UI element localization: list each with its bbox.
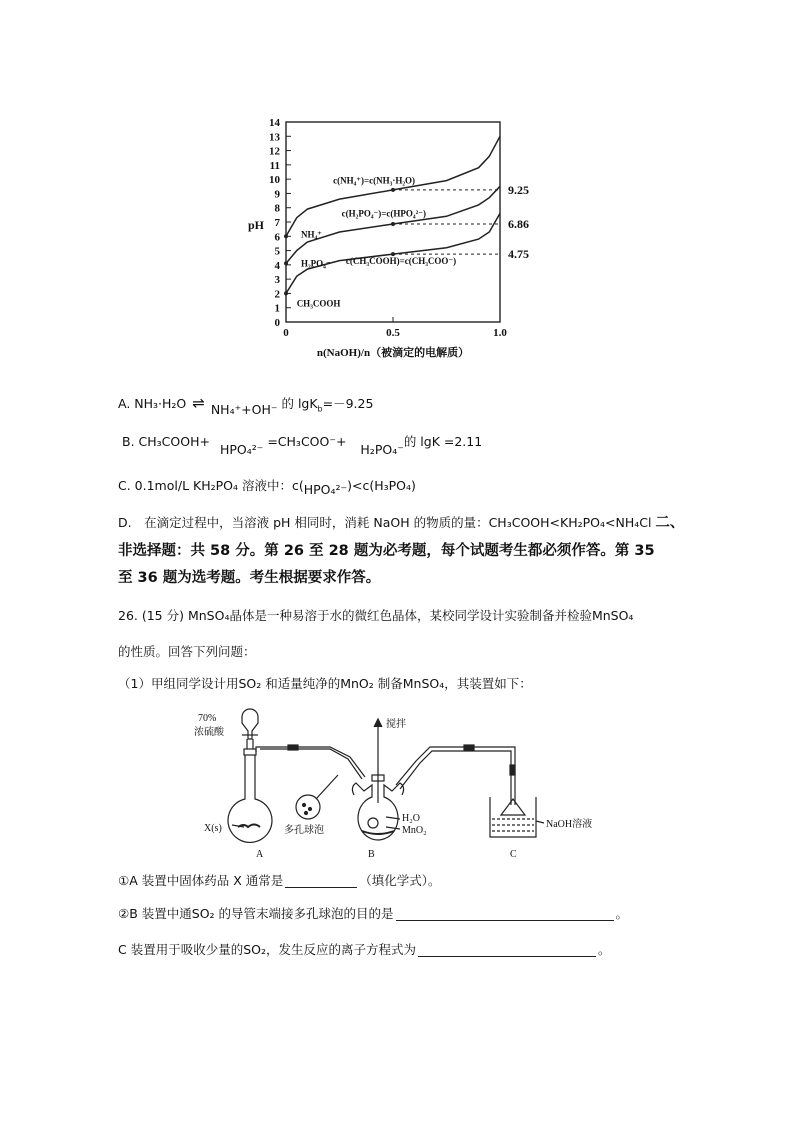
apparatus-diagram: [190, 705, 610, 865]
y-tick-label: 14: [269, 117, 280, 129]
y-tick-label: 0: [274, 317, 280, 329]
curve-label: H₂PO₄⁻: [300, 258, 331, 269]
y-tick-label: 2: [274, 288, 280, 301]
y-tick-label: 12: [269, 145, 280, 158]
bulb-label: 多孔球泡: [284, 825, 324, 836]
answer-blank-2[interactable]: [396, 906, 614, 921]
series-start-point: [284, 234, 288, 238]
pka-value-label: 4.75: [508, 247, 529, 262]
flask-a: [228, 755, 272, 842]
sub-question-1-tail: （填化学式）。: [359, 873, 441, 888]
acid-percent-label: 70%: [198, 713, 217, 724]
x-tick-label: 0.5: [386, 327, 400, 339]
y-tick-label: 3: [274, 274, 280, 287]
pka-value-label: 6.86: [508, 217, 529, 231]
water-label: H₂O: [402, 813, 420, 824]
option-a-pre: A. NH₃·H₂O: [118, 396, 191, 411]
option-a-value: =－9.25: [322, 396, 374, 411]
q26-line-3: （1）甲组同学设计用SO₂ 和适量纯净的MnO₂ 制备MnSO₄，其装置如下：: [118, 676, 532, 691]
y-tick-label: 10: [269, 174, 280, 187]
sub-question-2-text: ②B 装置中通SO₂ 的导管末端接多孔球泡的目的是: [118, 906, 394, 921]
y-tick-label: 9: [274, 188, 280, 201]
option-a: [118, 394, 374, 417]
answer-blank-3[interactable]: [418, 942, 596, 957]
x-tick-label: 1.0: [493, 327, 507, 339]
tube-b-c: [396, 747, 515, 805]
device-b-label: B: [368, 849, 375, 860]
x-axis-label: n(NaOH)/n（被滴定的电解质）: [316, 347, 470, 359]
option-b: [122, 434, 483, 457]
sub-question-2-tail: 。: [615, 906, 629, 921]
bulb-in-flask: [368, 818, 378, 828]
answer-blank-1[interactable]: [285, 873, 357, 888]
equilibrium-arrow: ⇌: [192, 394, 205, 412]
curve-label: CH₃COOH: [296, 298, 341, 309]
sub-question-1: [118, 873, 441, 888]
kb-subscript: b: [317, 404, 323, 414]
inverted-funnel: [501, 799, 525, 815]
x-tick-label: 0: [283, 327, 289, 339]
option-a-post: 的 lgK: [281, 396, 318, 411]
option-b-species1: HPO₄²⁻: [219, 442, 264, 457]
y-axis-label: pH: [248, 217, 265, 232]
sub-question-1-text: ①A 装置中固体药品 X 通常是: [118, 873, 284, 888]
y-tick-label: 1: [274, 302, 280, 315]
stir-label: 搅拌: [386, 719, 406, 730]
series-start-point: [284, 291, 288, 295]
flask-a-stopper: [244, 749, 256, 755]
section-line-2: 非选择题：共 58 分。第 26 至 28 题为必考题，每个试题考生都必须作答。第 35: [118, 543, 655, 559]
pka-value-label: 9.25: [508, 182, 529, 197]
mno2-label: MnO₂: [402, 825, 427, 836]
option-b-species2: H₂PO₄⁻: [360, 442, 404, 457]
titration-chart: [240, 108, 550, 368]
series-start-point: [284, 261, 288, 265]
y-tick-label: 7: [274, 217, 280, 229]
option-c: [118, 478, 416, 497]
option-c-species: HPO₄²⁻: [303, 482, 348, 497]
sub-question-3-tail: 。: [598, 942, 611, 957]
option-b-mid: =CH₃COO⁻+: [267, 434, 347, 449]
device-c-label: C: [510, 849, 517, 860]
y-tick-label: 13: [269, 131, 280, 144]
y-tick-label: 5: [274, 245, 280, 258]
equality-annotation: c(NH₄⁺)=c(NH₃·H₂O): [333, 175, 416, 186]
sub-question-3-text: C 装置用于吸收少量的SO₂，发生反应的离子方程式为: [118, 942, 416, 957]
option-d-text: D. 在滴定过程中，当溶液 pH 相同时，消耗 NaOH 的物质的量：CH₃COOH<KH₂PO₄<NH₄Cl: [118, 515, 652, 530]
y-tick-label: 4: [274, 259, 280, 272]
option-c-pre: C. 0.1mol/L KH₂PO₄ 溶液中：c(: [118, 478, 304, 493]
y-tick-label: 8: [274, 202, 280, 215]
sub-question-2: [118, 906, 628, 921]
q26-line-2: 的性质。回答下列问题：: [118, 644, 256, 659]
option-a-species: NH₄⁺+OH⁻: [210, 402, 278, 417]
option-d: [118, 515, 684, 532]
curve-label: NH₄⁺: [300, 229, 322, 240]
option-c-post: )<c(H₃PO₄): [347, 478, 416, 493]
option-b-pre: B. CH₃COOH+: [122, 434, 210, 449]
equality-annotation: c(CH₃COOH)=c(CH₃COO⁻): [345, 256, 457, 267]
q26-line-1: 26. (15 分) MnSO₄晶体是一种易溶于水的微红色晶体，某校同学设计实验制备并检验MnSO₄: [118, 608, 634, 623]
y-tick-label: 11: [269, 159, 280, 172]
series-line-1: [286, 136, 500, 236]
sub-question-3: [118, 942, 611, 957]
acid-name-label: 浓硫酸: [194, 727, 224, 738]
option-b-post: 的 lgK =2.11: [403, 434, 483, 449]
naoh-label: NaOH溶液: [546, 819, 593, 830]
equality-annotation: c(H₂PO₄⁻)=c(HPO₄²⁻): [341, 208, 427, 219]
tube-a-b: [256, 747, 365, 777]
section-heading-part1: 二、: [655, 515, 685, 531]
section-line-3: 至 36 题为选考题。考生根据要求作答。: [118, 570, 381, 586]
solid-x-label: X(s): [204, 823, 222, 834]
device-a-label: A: [256, 849, 264, 860]
y-tick-label: 6: [274, 231, 280, 244]
